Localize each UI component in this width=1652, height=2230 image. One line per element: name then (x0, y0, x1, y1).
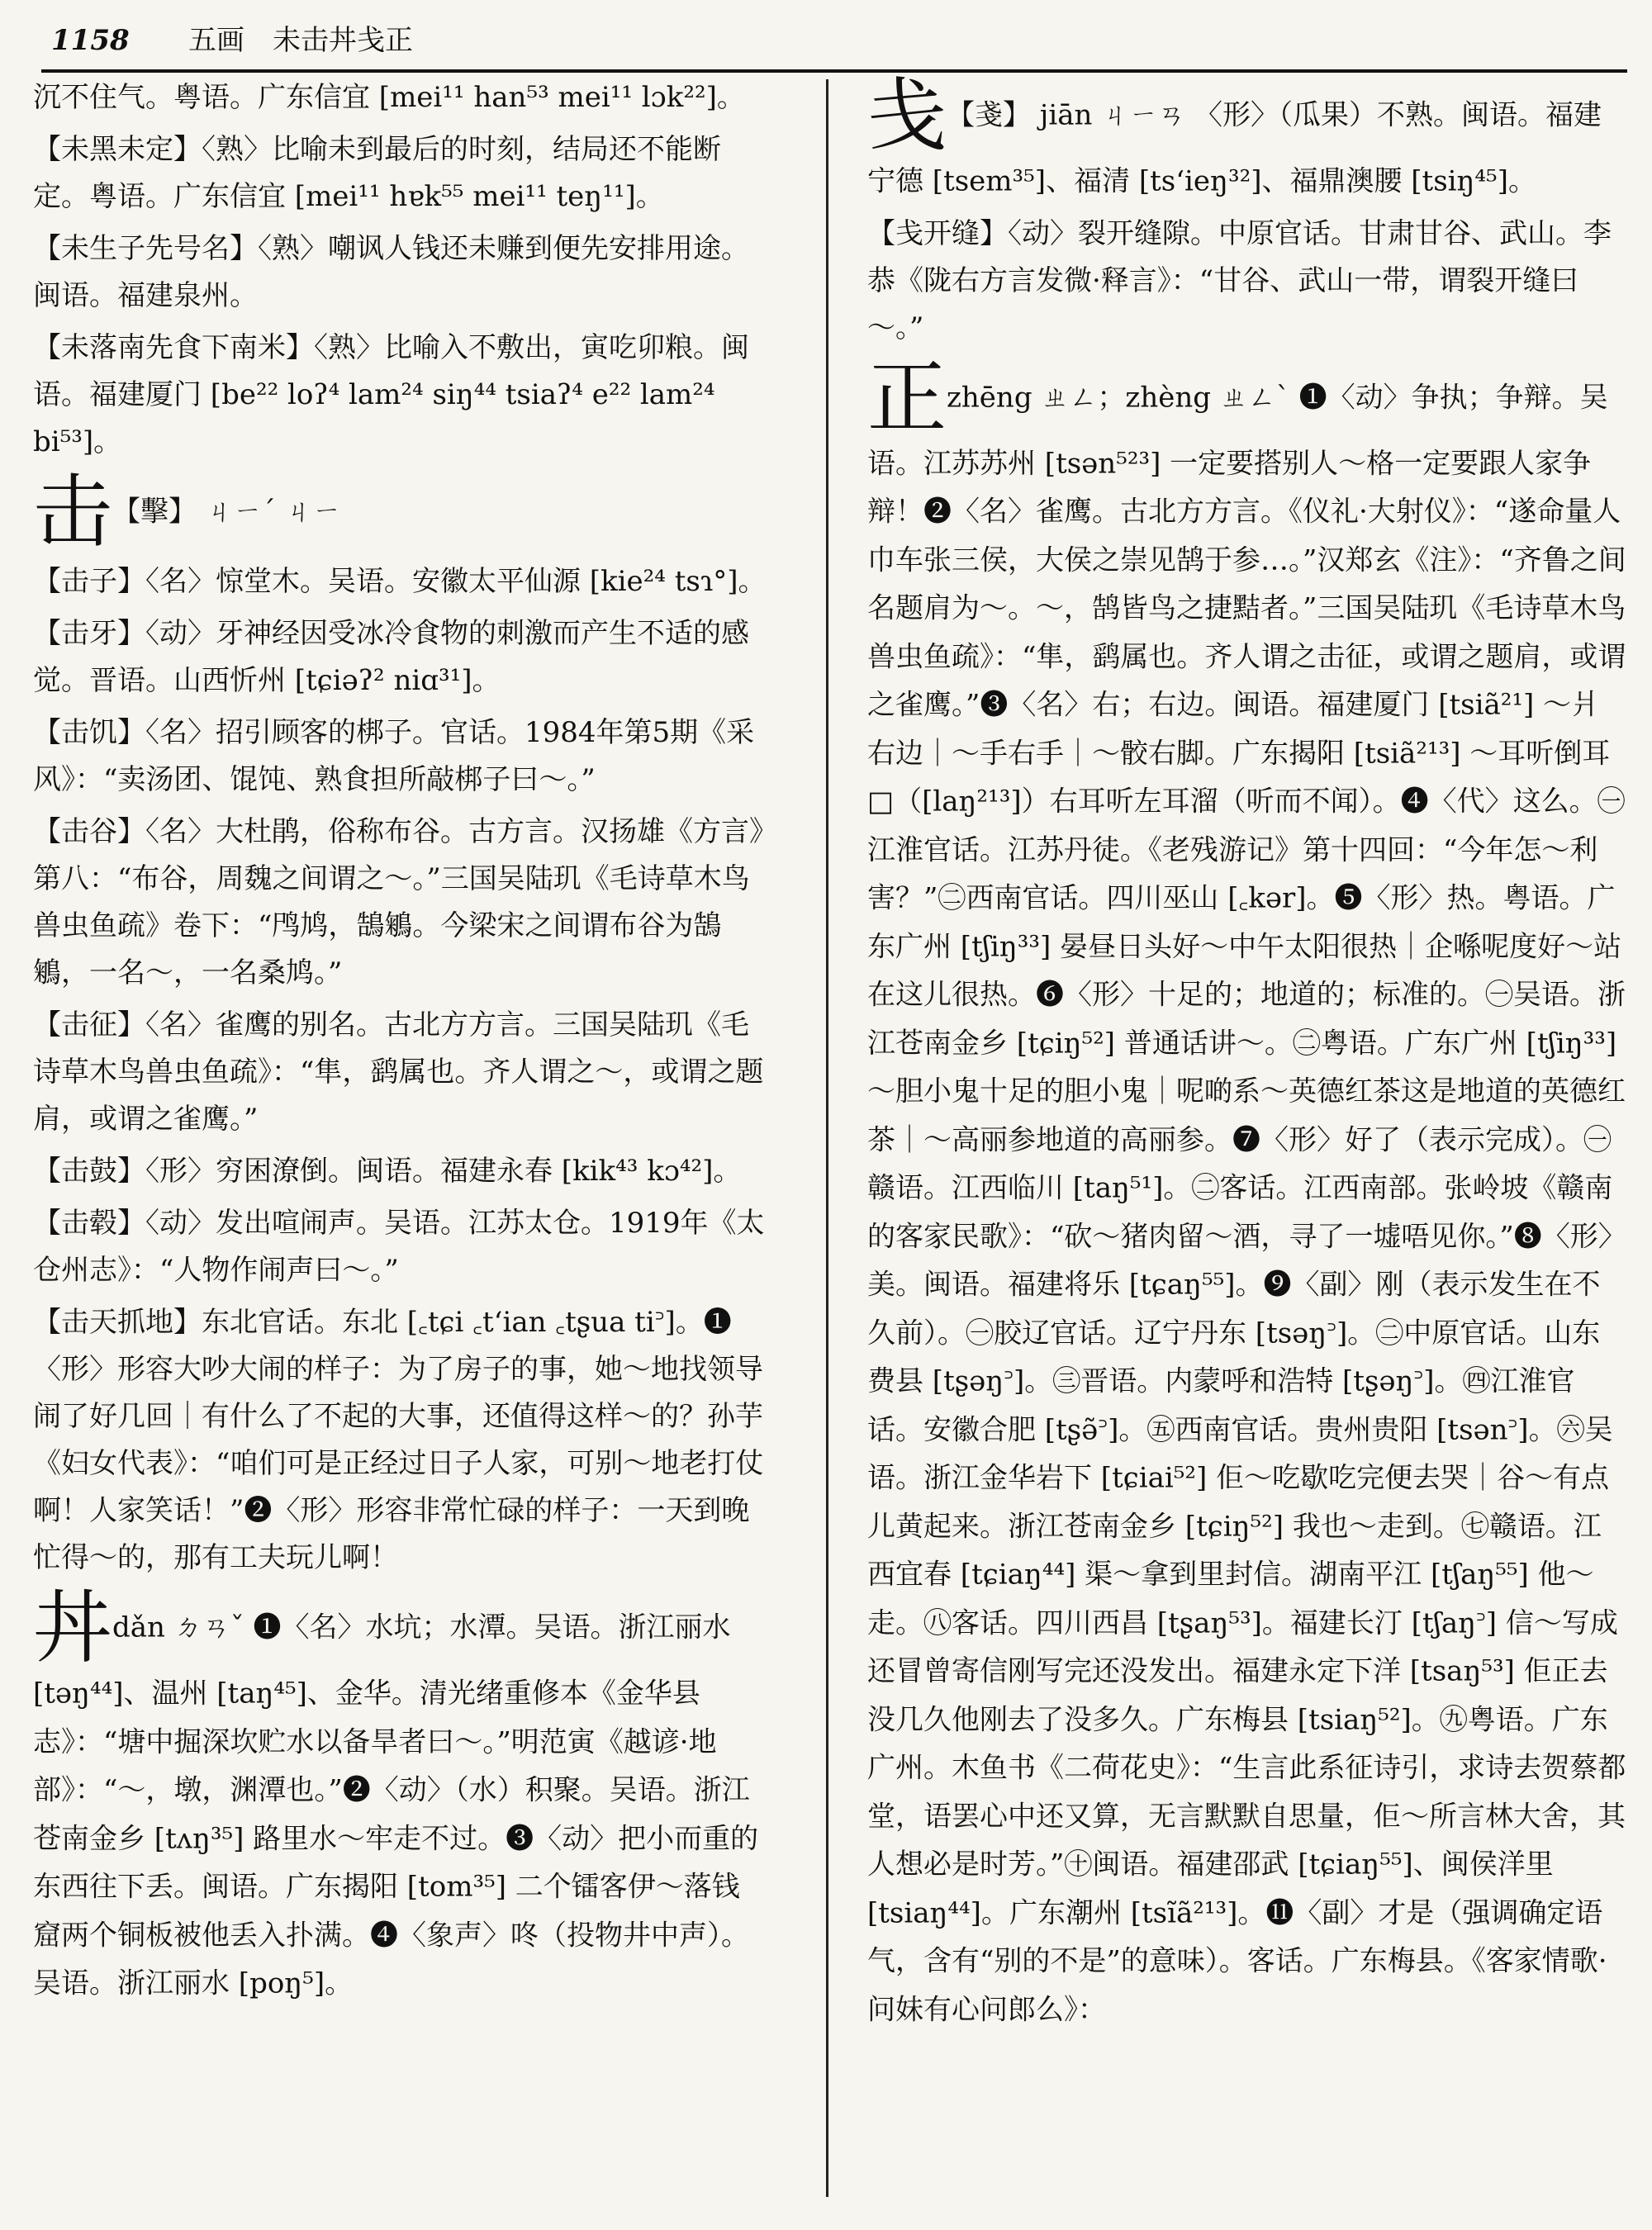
dictionary-entry: 【未落南先食下南米】〈熟〉比喻入不敷出，寅吃卯粮。闽语。福建厦门 [be²² loʔ⁴ lam²⁴ siŋ⁴⁴ tsiaʔ⁴ e²² lam²⁴ bi⁵³]。 (33, 331, 749, 458)
section-title: 五画 未击丼戋正 (188, 24, 413, 57)
headword-definition: 【擊】 ㄐㄧˊ ㄐㄧ (112, 495, 341, 529)
dictionary-entry: 【击饥】〈名〉招引顾客的梆子。官话。1984年第5期《采风》：“卖汤团、馄饨、熟食担所敲梆子曰～。” (33, 716, 755, 796)
headword-character: 正 (867, 351, 947, 444)
headword-character: 戋 (867, 69, 947, 162)
dictionary-entry: 【击谷】〈名〉大杜鹃，俗称布谷。古方言。汉扬雄《方言》第八：“布谷，周魏之间谓之～。”三国吴陆玑《毛诗草木鸟兽虫鱼疏》卷下：“鸤鸠，鵠鵴。今梁宋之间谓布谷为鵠鵴，一名～，一名桑鸠。” (33, 815, 763, 989)
headword-character: 击 (33, 466, 112, 558)
dictionary-entry: 【击征】〈名〉雀鹰的别名。古北方方言。三国吴陆玑《毛诗草木鸟兽虫鱼疏》：“隼，鹞属也。齐人谓之～，或谓之题肩，或谓之雀鹰。” (33, 1008, 764, 1136)
headword-entry (33, 1582, 776, 2008)
headword-entry (867, 351, 1627, 2034)
dictionary-entry: 【未生子先号名】〈熟〉嘲讽人钱还未赚到便先安排用途。闽语。福建泉州。 (33, 232, 749, 312)
dictionary-entry: 【击子】〈名〉惊堂木。吴语。安徽太平仙源 [kie²⁴ tsɿ°]。 (33, 565, 767, 598)
headword-definition: zhēng ㄓㄥ；zhèng ㄓㄥˋ ❶〈动〉争执；争辩。吴语。江苏苏州 [tsən⁵²³] 一定要搭别人～格一定要跟人家争辩！❷〈名〉雀鹰。古北方方言。《仪礼·大射仪》：“遂命量人巾车张三侯，大侯之崇见鹄于参…。”汉郑玄《注》：“齐鲁之间名题肩为～。～，鹄皆鸟之捷黠者。”三国吴陆玑《毛诗草木鸟兽虫鱼疏》：“隼，鹞属也。齐人谓之击征，或谓之题肩，或谓之雀鹰。”❸〈名〉右；右边。闽语。福建厦门 [tsiã²¹] ～爿右边｜～手右手｜～骹右脚。广东揭阳 [tsiã²¹³] ～耳听倒耳□（[laŋ²¹³]）右耳听左耳溜（听而不闻）。❹〈代〉这么。㊀江淮官话。江苏丹徒。《老残游记》第十四回：“今年怎～利害？”㊁西南官话。四川巫山 [꜀kər]。❺〈形〉热。粤语。广东广州 [tʃiŋ³³] 晏昼日头好～中午太阳很热｜企喺呢度好～站在这儿很热。❻〈形〉十足的；地道的；标准的。㊀吴语。浙江苍南金乡 [tɕiŋ⁵²] 普通话讲～。㊁粤语。广东广州 [tʃiŋ³³] ～胆小鬼十足的胆小鬼｜呢啲系～英德红茶这是地道的英德红茶｜～高丽参地道的高丽参。❼〈形〉好了（表示完成）。㊀赣语。江西临川 [taŋ⁵¹]。㊁客话。江西南部。张岭坡《赣南的客家民歌》：“砍～猪肉留～酒，寻了一墟唔见你。”❽〈形〉美。闽语。福建将乐 [tɕaŋ⁵⁵]。❾〈副〉刚（表示发生在不久前）。㊀胶辽官话。辽宁丹东 [tsəŋ꜄]。㊁中原官话。山东费县 [tʂəŋ꜄]。㊂晋语。内蒙呼和浩特 [tʂəŋ꜄]。㊃江淮官话。安徽合肥 [tʂə̃꜄]。㊄西南官话。贵州贵阳 [tsən꜄]。㊅吴语。浙江金华岩下 [tɕiai⁵²] 佢～吃歇吃完便去哭｜谷～有点儿黄起来。浙江苍南金乡 [tɕiŋ⁵²] 我也～走到。㊆赣语。江西宜春 [tɕiaŋ⁴⁴] 渠～拿到里封信。湖南平江 [tʃaŋ⁵⁵] 他～走。㊇客话。四川西昌 [tʂaŋ⁵³]。福建长汀 [tʃaŋ꜄] 信～写成还冒曾寄信刚写完还没发出。福建永定下洋 [tsaŋ⁵³] 佢正去没几久他刚去了没多久。广东梅县 [tsiaŋ⁵²]。㊈粤语。广东广州。木鱼书《二荷花史》：“生言此系征诗引，求诗去贺蔡都堂，语罢心中还又算，无言默默自思量，佢～所言林大舍，其人想必是时芳。”㊉闽语。福建邵武 [tɕiaŋ⁵⁵]、闽侯洋里 [tsiaŋ⁴⁴]。广东潮州 [tsĩã²¹³]。⓫〈副〉才是（强调确定语气，含有“别的不是”的意味）。客话。广东梅县。《客家情歌·问妹有心问郎么》： (867, 381, 1626, 2026)
headword-definition: dǎn ㄉㄢˇ ❶〈名〉水坑；水潭。吴语。浙江丽水 [təŋ⁴⁴]、温州 [taŋ⁴⁵]、金华。清光绪重修本《金华县志》：“塘中掘深坎贮水以备旱者曰～。”明范寅《越谚·地部》：“～，墩，渊潭也。”❷〈动〉（水）积聚。吴语。浙江苍南金乡 [tʌŋ³⁵] 路里水～牢走不过。❸〈动〉把小而重的东西往下丢。闽语。广东揭阳 [tom³⁵] 二个镭客伊～落钱 窟两个铜板被他丢入扑满。❹〈象声〉咚（投物井中声）。吴语。浙江丽水 [poŋ⁵]。 (33, 1611, 759, 2000)
headword-definition: 【戔】 jiān ㄐㄧㄢ 〈形〉（瓜果）不熟。闽语。福建宁德 [tsem³⁵]、福清 [tsʻieŋ³²]、福鼎澳腰 [tsiŋ⁴⁵]。 (867, 98, 1602, 198)
dictionary-entry: 沉不住气。粤语。广东信宜 [mei¹¹ han⁵³ mei¹¹ lɔk²²]。 (33, 81, 745, 114)
headword-character: 丼 (33, 1582, 112, 1674)
right-column (867, 69, 1627, 2197)
column-divider (826, 79, 828, 2197)
headword-entry (867, 69, 1627, 206)
page-header (41, 17, 1627, 73)
left-column (33, 74, 776, 2197)
dictionary-entry: 【击毂】〈动〉发出喧闹声。吴语。江苏太仓。1919年《太仓州志》：“人物作闹声曰～。” (33, 1207, 765, 1287)
dictionary-entry: 【击牙】〈动〉牙神经因受冰冷食物的刺激而产生不适的感觉。晋语。山西忻州 [tɕiəʔ² niɑ³¹]。 (33, 617, 749, 697)
dictionary-entry: 【击鼓】〈形〉穷困潦倒。闽语。福建永春 [kik⁴³ kɔ⁴²]。 (33, 1155, 742, 1188)
dictionary-entry: 【击天抓地】东北官话。东北 [꜀tɕi ꜀tʻian ꜀tʂua ti꜄]。❶〈形〉形容大吵大闹的样子：为了房子的事，她～地找领导闹了好几回｜有什么了不起的大事，还值得这样～的？孙芋《妇女代表》：“咱们可是正经过日子人家，可别～地老打仗啊！人家笑话！”❷〈形〉形容非常忙碌的样子：一天到晚忙得～的，那有工夫玩儿啊！ (33, 1306, 764, 1574)
dictionary-entry: 【戋开缝】〈动〉裂开缝隙。中原官话。甘肃甘谷、武山。李恭《陇右方言发微·释言》：“甘谷、武山一带，谓裂开缝曰～。” (867, 216, 1612, 344)
headword-entry (33, 466, 776, 558)
dictionary-entry: 【未黑未定】〈熟〉比喻未到最后的时刻，结局还不能断定。粤语。广东信宜 [mei¹¹ hɐk⁵⁵ mei¹¹ teŋ¹¹]。 (33, 133, 721, 213)
page-number: 1158 (51, 24, 130, 57)
